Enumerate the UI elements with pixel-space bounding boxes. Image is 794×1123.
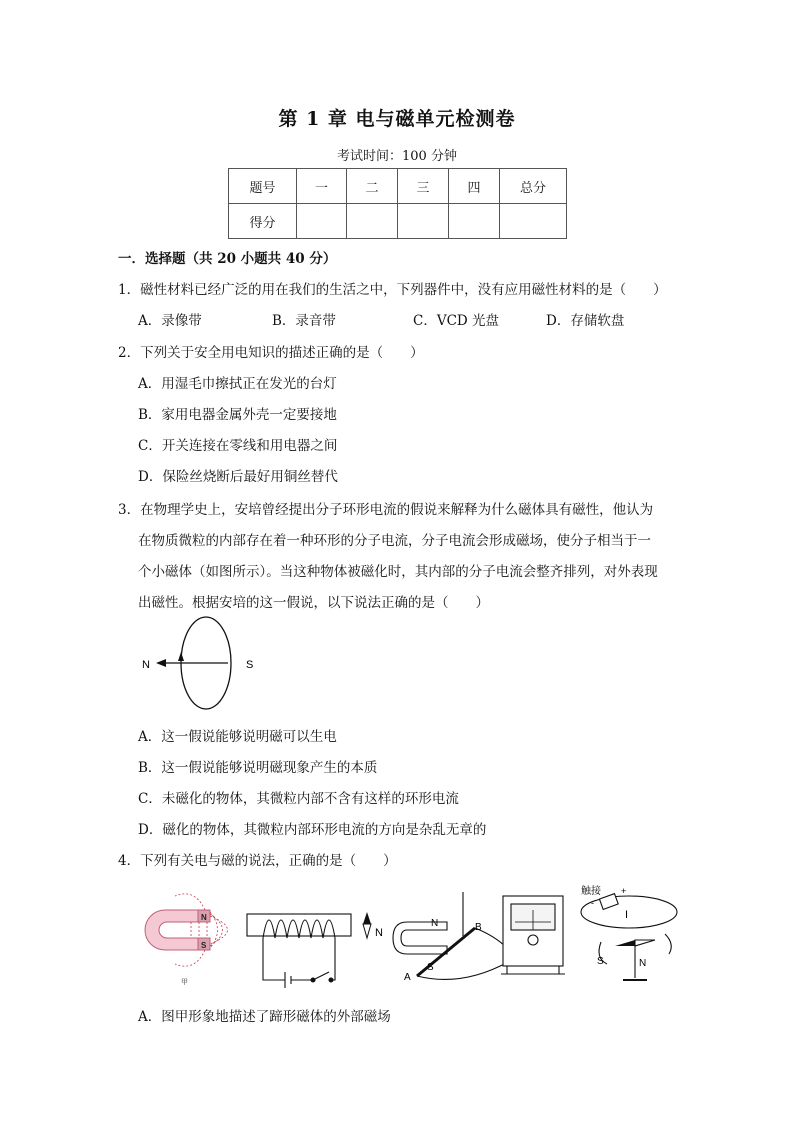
score-header-cell: 总分: [500, 169, 567, 204]
score-cell[interactable]: [398, 204, 449, 239]
current-label: I: [625, 909, 629, 921]
touch-label: 触接: [581, 886, 601, 897]
question-3-option-d: D．磁化的物体，其微粒内部环形电流的方向是杂乱无章的: [138, 822, 487, 838]
question-3-option-b: B．这一假说能够说明磁现象产生的本质: [138, 760, 378, 776]
figure-s-label: S: [246, 659, 254, 671]
question-3-option-c: C．未磁化的物体，其微粒内部不含有这样的环形电流: [138, 791, 459, 807]
point-a-label: A: [404, 972, 411, 983]
u-magnet-icon: [393, 922, 447, 954]
wire-loop: [581, 896, 677, 928]
question-4-option-a: A．图甲形象地描述了蹄形磁体的外部磁场: [138, 1009, 391, 1025]
minus-label: -: [591, 898, 594, 908]
question-4-stem: 4．下列有关电与磁的说法，正确的是（ ）: [118, 853, 397, 869]
question-2-option-b: B．家用电器金属外壳一定要接地: [138, 407, 337, 423]
score-cell[interactable]: [347, 204, 398, 239]
score-header-cell: 一: [297, 169, 347, 204]
page-title: 第 1 章 电与磁单元检测卷: [278, 108, 516, 130]
score-header-cell: 题号: [229, 169, 297, 204]
magnet-n-label: N: [201, 913, 207, 922]
score-table-header-row: [229, 169, 567, 204]
solenoid-core: [247, 914, 351, 936]
point-b-label: B: [475, 922, 482, 933]
needle-s-label: S: [597, 956, 604, 967]
horseshoe-magnet-figure: [145, 894, 228, 986]
question-1-option-b: B．录音带: [272, 313, 336, 329]
score-header-cell: 三: [398, 169, 449, 204]
question-1-option-d: D．存储软盘: [546, 313, 625, 329]
plus-label: +: [621, 886, 627, 896]
score-table-score-row: [229, 204, 567, 239]
generator-s-label: S: [427, 962, 434, 973]
question-3-stem-line: 在物质微粒的内部存在着一种环形的分子电流，分子电流会形成磁场，使分子相当于一: [138, 533, 651, 549]
question-1-option-c: C．VCD 光盘: [413, 313, 500, 329]
question-2-option-a: A．用湿毛巾擦拭正在发光的台灯: [138, 376, 337, 392]
score-row-label: 得分: [229, 204, 297, 239]
question-3-stem-line: 出磁性。根据安培的这一假说，以下说法正确的是（ ）: [138, 595, 489, 611]
compass-n-label: N: [375, 927, 383, 939]
score-table: [228, 168, 567, 239]
compass-needle-icon: [363, 912, 383, 939]
score-cell[interactable]: [297, 204, 347, 239]
solenoid-circuit-figure: [247, 914, 351, 988]
solenoid-coil: [263, 920, 335, 938]
molecular-current-figure: [136, 614, 276, 718]
question-3-stem-line: 个小磁体（如图所示）。当这种物体被磁化时，其内部的分子电流会整齐排列，对外表现: [138, 564, 658, 580]
current-direction-arrow: [178, 652, 184, 661]
question-4-figures: [135, 878, 680, 988]
section-heading: 一．选择题（共 20 小题共 40 分）: [118, 251, 337, 267]
score-header-cell: 四: [449, 169, 500, 204]
question-3-option-a: A．这一假说能够说明磁可以生电: [138, 729, 337, 745]
magnetic-needle-icon: [615, 940, 635, 946]
magnet-s-label: S: [201, 941, 207, 950]
question-2-stem: 2．下列关于安全用电知识的描述正确的是（ ）: [118, 345, 424, 361]
question-2-option-d: D．保险丝烧断后最好用铜丝替代: [138, 469, 338, 485]
battery-contact-icon: [599, 894, 618, 910]
exam-duration: 考试时间：100 分钟: [337, 149, 457, 164]
question-1-stem: 1．磁性材料已经广泛的用在我们的生活之中，下列器件中，没有应用磁性材料的是（ ）: [118, 282, 667, 298]
score-cell[interactable]: [449, 204, 500, 239]
axis-arrow: [156, 659, 166, 667]
question-1-option-a: A．录像带: [138, 313, 202, 329]
needle-n-label: N: [639, 958, 647, 969]
question-3-stem-line: 3．在物理学史上，安培曾经提出分子环形电流的假说来解释为什么磁体具有磁性，他认为: [118, 502, 654, 518]
generator-n-label: N: [431, 918, 439, 929]
figure-n-label: N: [142, 659, 150, 671]
question-2-option-c: C．开关连接在零线和用电器之间: [138, 438, 338, 454]
score-header-cell: 二: [347, 169, 398, 204]
induction-figure: [393, 892, 565, 979]
switch-icon: [313, 972, 329, 980]
figure-jia-caption: 甲: [181, 979, 188, 986]
oersted-figure: [581, 894, 677, 980]
score-cell[interactable]: [500, 204, 567, 239]
